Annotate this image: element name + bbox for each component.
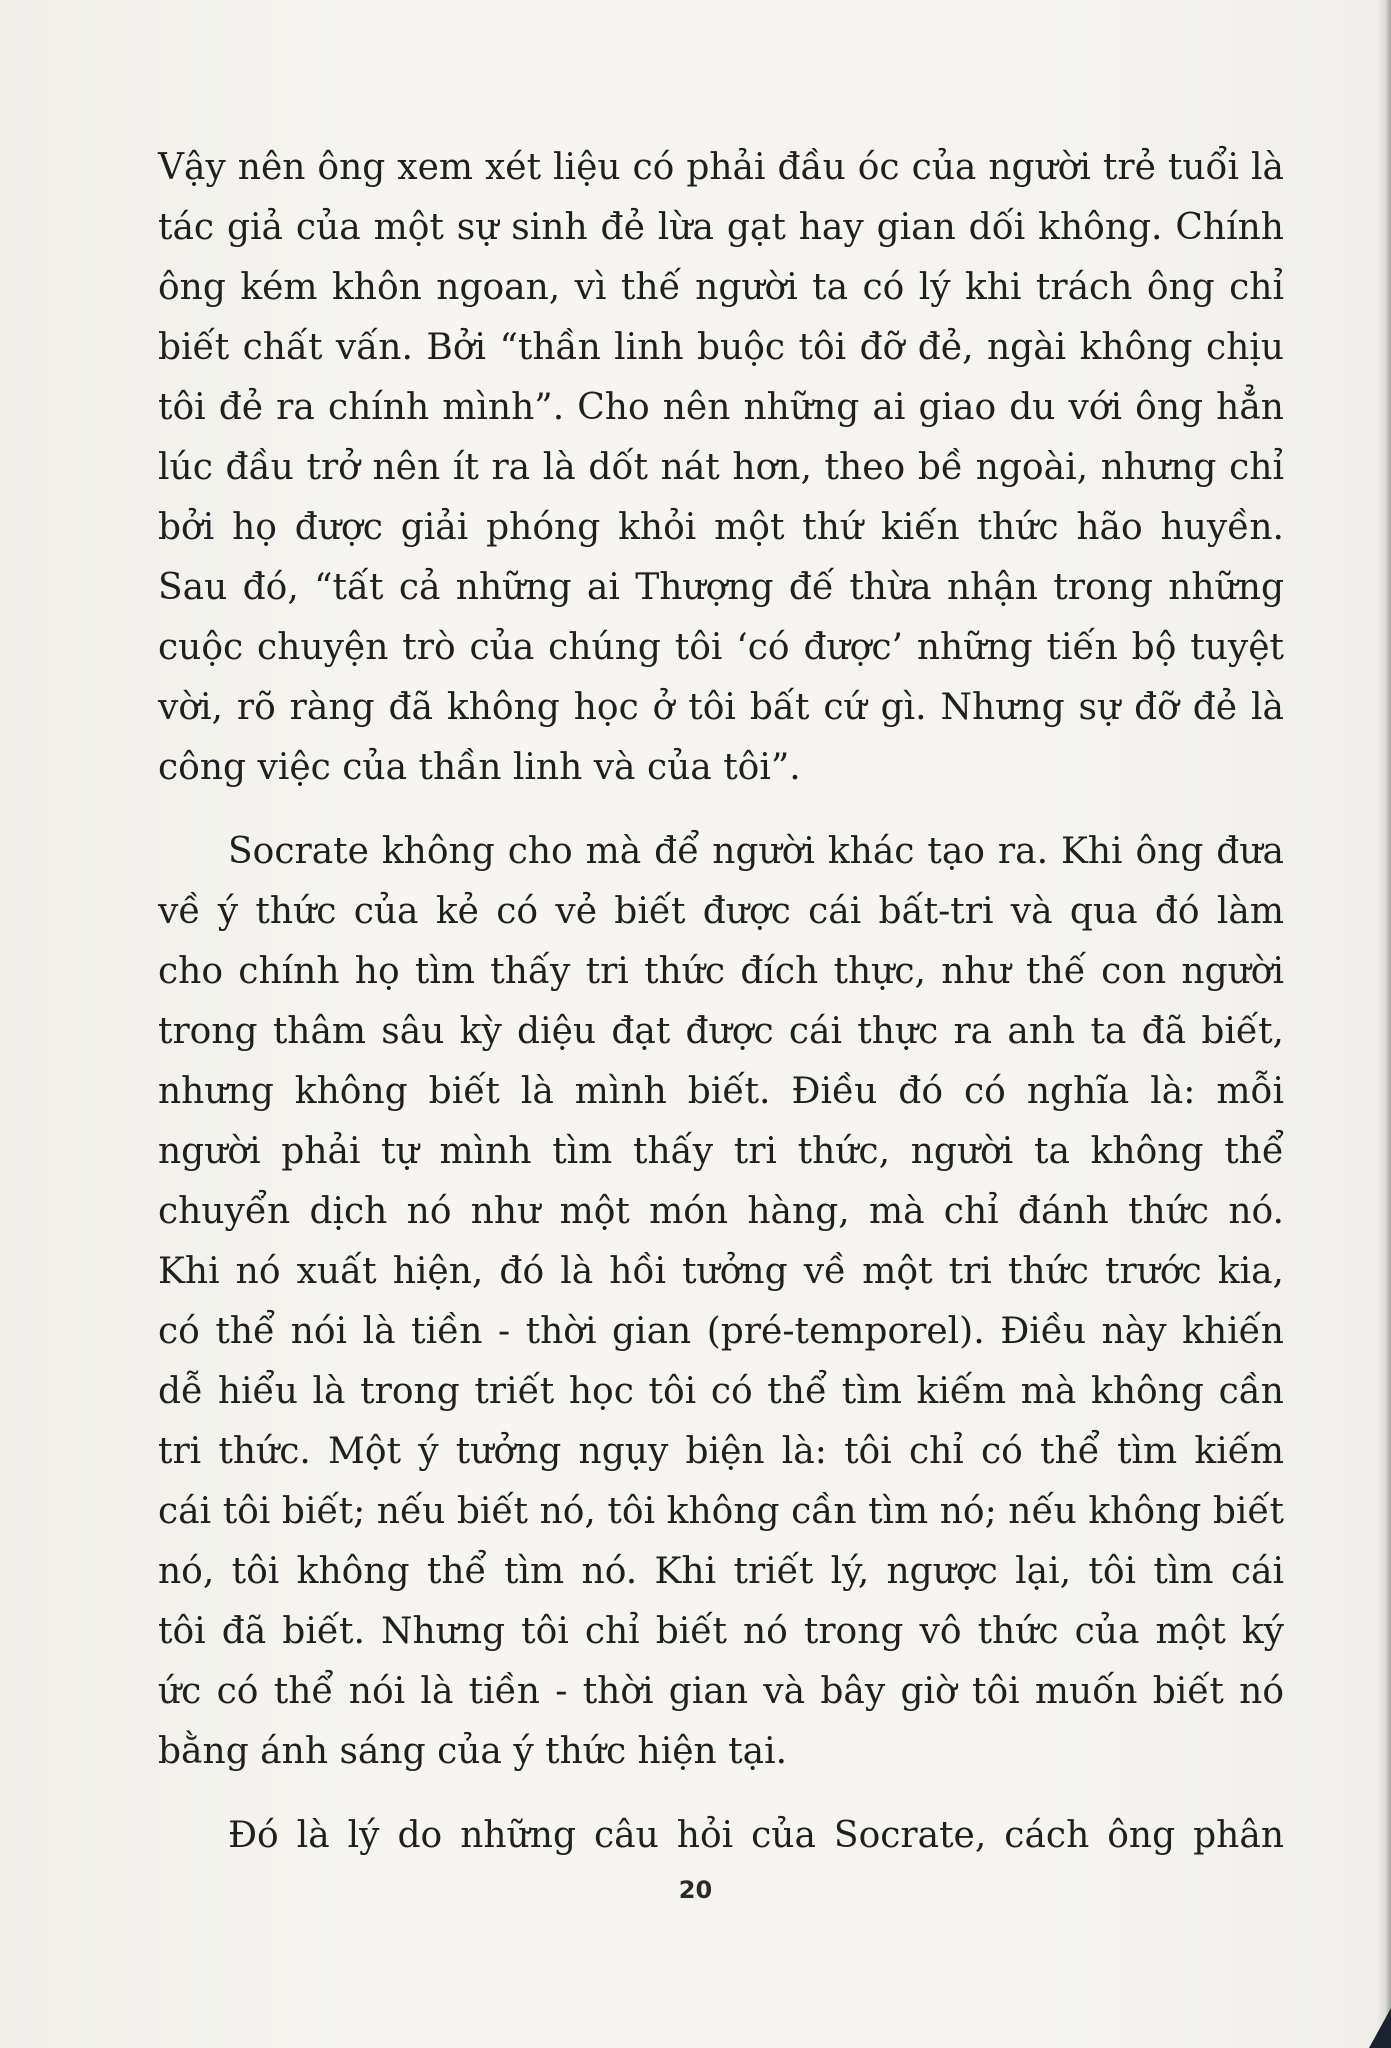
text-line: tôi đã biết. Nhưng tôi chỉ biết nó trong vô thức của một ký [158,1611,1284,1652]
text-line: bằng ánh sáng của ý thức hiện tại. [158,1731,788,1772]
text-line: lúc đầu trở nên ít ra là dốt nát hơn, theo bề ngoài, nhưng chỉ [158,447,1284,488]
text-line: cái tôi biết; nếu biết nó, tôi không cần tìm nó; nếu không biết [158,1491,1284,1532]
text-line: Khi nó xuất hiện, đó là hồi tưởng về một tri thức trước kia, [158,1251,1284,1292]
text-line: ức có thể nói là tiền - thời gian và bây giờ tôi muốn biết nó [158,1671,1284,1712]
page-body [158,138,1284,1866]
text-line: Socrate không cho mà để người khác tạo ra. Khi ông đưa [228,831,1284,872]
text-line: Sau đó, “tất cả những ai Thượng đế thừa nhận trong những [158,567,1284,608]
text-line: cuộc chuyện trò của chúng tôi ‘có được’ những tiến bộ tuyệt [158,627,1284,668]
page-number: 20 [678,1876,713,1904]
text-line: nó, tôi không thể tìm nó. Khi triết lý, ngược lại, tôi tìm cái [158,1551,1284,1592]
text-line: biết chất vấn. Bởi “thần linh buộc tôi đỡ đẻ, ngài không chịu [158,327,1284,368]
text-line: Đó là lý do những câu hỏi của Socrate, cách ông phân [228,1815,1284,1856]
text-line: về ý thức của kẻ có vẻ biết được cái bất-tri và qua đó làm [158,891,1284,932]
paragraph-2 [158,822,1284,1782]
text-line: tri thức. Một ý tưởng ngụy biện là: tôi chỉ có thể tìm kiếm [158,1431,1284,1472]
paragraph-1 [158,138,1284,798]
text-line: Vậy nên ông xem xét liệu có phải đầu óc của người trẻ tuổi là [158,147,1284,188]
text-line: tác giả của một sự sinh đẻ lừa gạt hay gian dối không. Chính [158,207,1284,248]
text-line: nhưng không biết là mình biết. Điều đó có nghĩa là: mỗi [158,1071,1284,1112]
text-line: có thể nói là tiền - thời gian (pré-temporel). Điều này khiến [158,1311,1284,1352]
text-line: tôi đẻ ra chính mình”. Cho nên những ai giao du với ông hẳn [158,387,1284,428]
page-edge-shadow [1377,0,1391,2048]
text-line: trong thâm sâu kỳ diệu đạt được cái thực ra anh ta đã biết, [158,1011,1284,1052]
paragraph-3 [158,1806,1284,1866]
text-line: dễ hiểu là trong triết học tôi có thể tìm kiếm mà không cần [158,1371,1284,1412]
text-line: cho chính họ tìm thấy tri thức đích thực, như thế con người [158,951,1284,992]
text-line: ông kém khôn ngoan, vì thế người ta có lý khi trách ông chỉ [158,267,1284,308]
text-line: bởi họ được giải phóng khỏi một thứ kiến thức hão huyền. [158,507,1284,548]
text-line: công việc của thần linh và của tôi”. [158,747,801,788]
text-line: chuyển dịch nó như một món hàng, mà chỉ đánh thức nó. [158,1191,1284,1232]
text-line: người phải tự mình tìm thấy tri thức, người ta không thể [158,1131,1284,1172]
text-line: vời, rõ ràng đã không học ở tôi bất cứ gì. Nhưng sự đỡ đẻ là [158,687,1284,728]
